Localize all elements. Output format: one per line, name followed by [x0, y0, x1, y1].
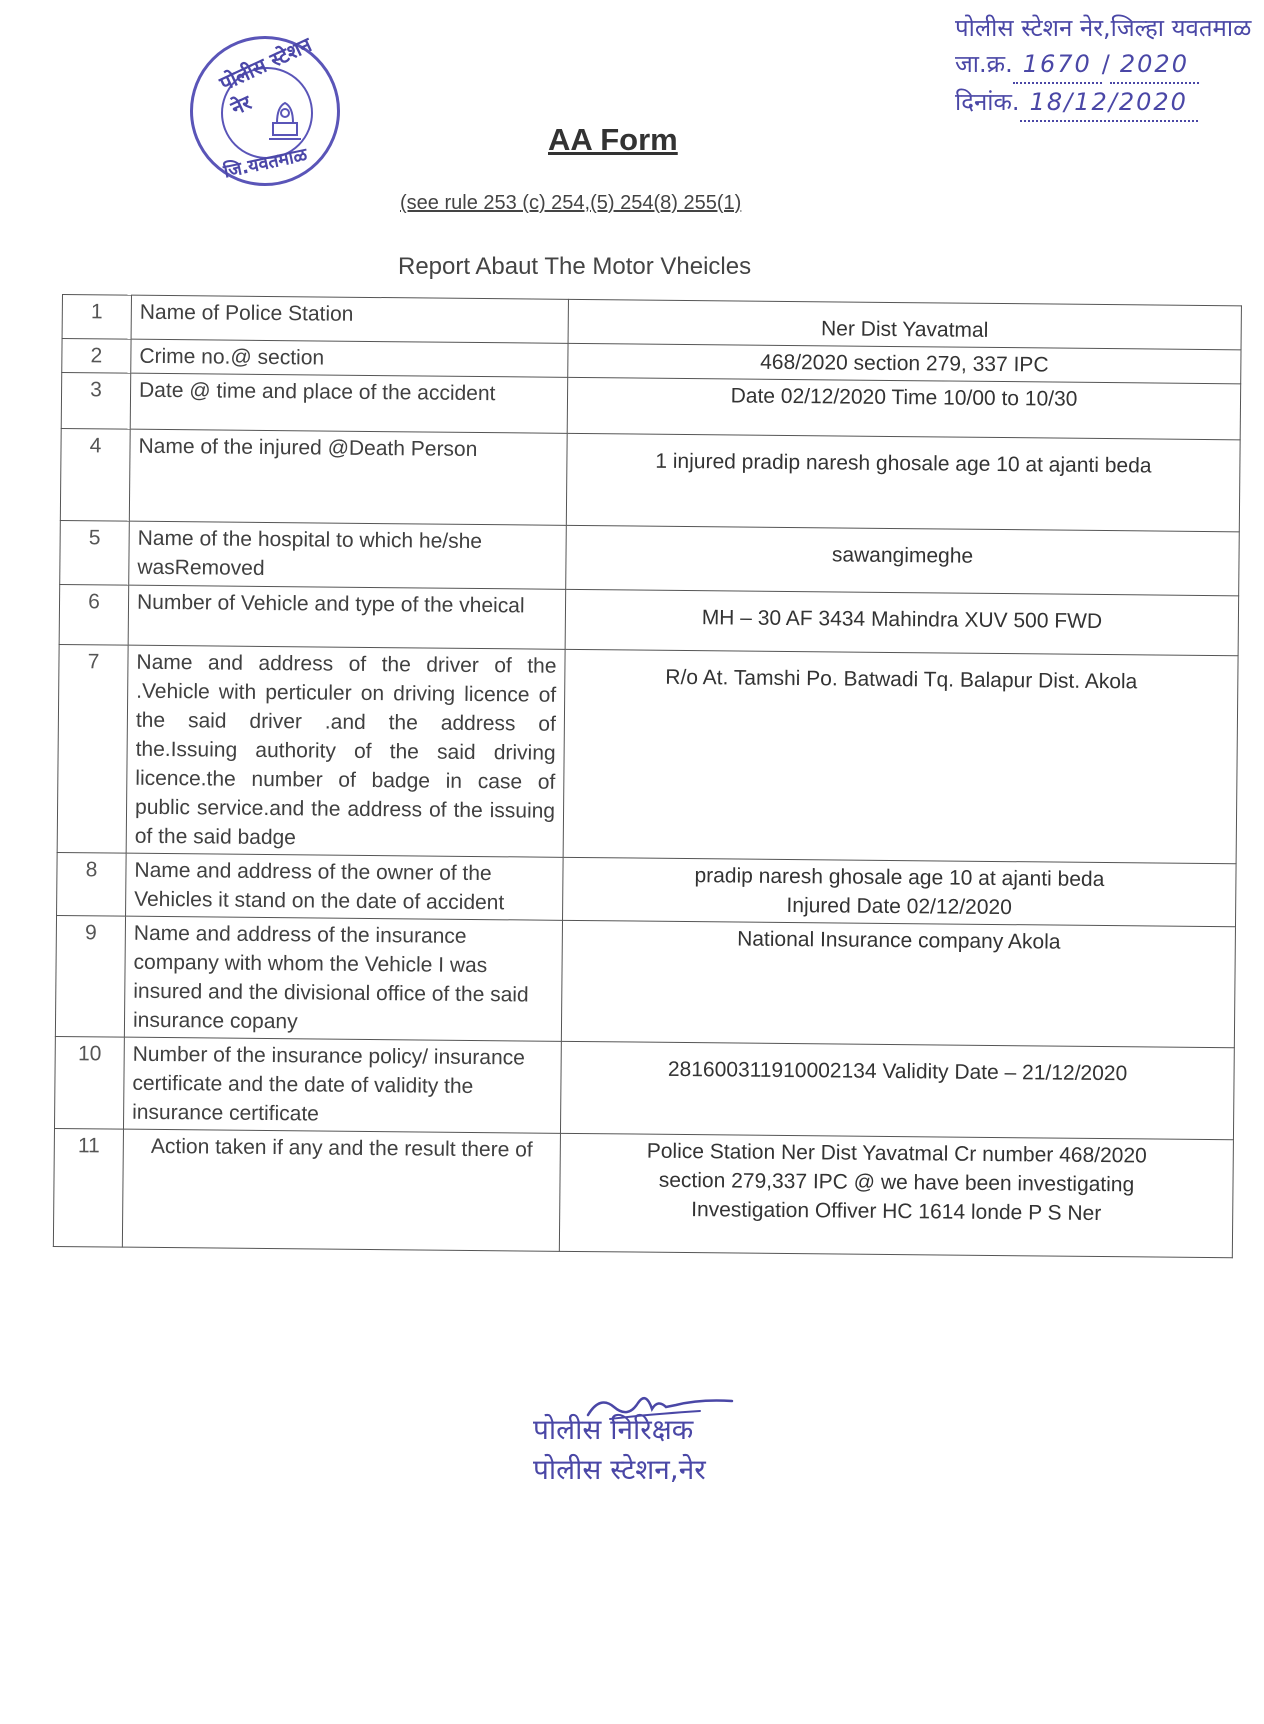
table-row: [53, 1128, 1233, 1257]
row-number: 3: [61, 373, 131, 430]
report-table: [53, 294, 1242, 1258]
row-label: Name of Police Station: [131, 295, 568, 343]
stamp-top-text: पोलीस स्टेशन नेर: [215, 32, 316, 121]
signatory-block: [533, 1410, 706, 1490]
outward-number-line: जा.क्र. 1670 / 2020: [955, 46, 1255, 84]
table-row: [59, 584, 1239, 655]
row-number: 11: [53, 1128, 123, 1247]
table-row: [60, 520, 1240, 595]
form-title: AA Form: [548, 122, 678, 157]
row-value: sawangimeghe: [566, 525, 1240, 595]
row-number: 6: [59, 584, 129, 645]
owner-name: pradip naresh ghosale age 10 at ajanti beda: [694, 864, 1105, 892]
signatory-designation: पोलीस निरिक्षक: [533, 1413, 694, 1446]
action-line-1: Police Station Ner Dist Yavatmal Cr number 468/2020: [646, 1139, 1147, 1168]
table-row: [54, 1036, 1234, 1139]
office-line: [955, 10, 1255, 46]
row-label: Name and address of the insurance company with whom the Vehicle I was insured and the divisional office of the said insurance copany: [124, 916, 562, 1041]
police-stamp: [190, 32, 340, 186]
row-number: 10: [54, 1036, 124, 1129]
row-value: [559, 1133, 1233, 1257]
report-subtitle: Report Abaut The Motor Vheicles: [398, 253, 752, 280]
outward-number: 1670: [1013, 46, 1102, 84]
row-value: Date 02/12/2020 Time 10/00 to 10/30: [567, 377, 1241, 439]
row-label: Name and address of the owner of the Vehicles it stand on the date of accident: [126, 853, 564, 920]
date-label: दिनांक.: [955, 88, 1020, 116]
action-line-3: Investigation Offiver HC 1614 londe P S Ner: [691, 1198, 1102, 1226]
rule-reference: (see rule 253 (c) 254,(5) 254(8) 255(1): [400, 192, 742, 214]
row-label: Action taken if any and the result there of: [122, 1129, 560, 1251]
row-label: Number of the insurance policy/ insurance certificate and the date of validity the insurance certificate: [123, 1037, 561, 1133]
outward-label: जा.क्र.: [955, 50, 1013, 78]
row-value: R/o At. Tamshi Po. Batwadi Tq. Balapur Dist. Akola: [563, 649, 1238, 863]
row-label: Number of Vehicle and type of the vheical: [128, 585, 566, 649]
row-label: Date @ time and place of the accident: [130, 373, 568, 433]
row-value: [563, 857, 1237, 926]
row-label: Name of the hospital to which he/she wasRemoved: [129, 521, 567, 589]
row-value: 281600311910002134 Validity Date – 21/12/2020: [560, 1041, 1234, 1139]
row-value: MH – 30 AF 3434 Mahindra XUV 500 FWD: [565, 589, 1239, 655]
date-value: 18/12/2020: [1020, 84, 1198, 122]
row-number: 4: [60, 428, 130, 521]
reference-block: [955, 10, 1255, 122]
stamp-bottom-text: जि.यवतमाळ: [221, 144, 310, 183]
table-row: [57, 852, 1237, 926]
row-number: 5: [60, 520, 130, 585]
row-number: 8: [57, 852, 127, 916]
row-number: 7: [57, 644, 128, 853]
table-row: [57, 644, 1238, 863]
row-number: 2: [62, 339, 131, 374]
table-row: [55, 915, 1235, 1047]
row-value: 1 injured pradip naresh ghosale age 10 at ajanti beda: [566, 433, 1240, 531]
signatory-station: पोलीस स्टेशन,नेर: [533, 1453, 706, 1486]
date-line: [955, 84, 1255, 122]
office-name: पोलीस स्टेशन नेर,जिल्हा यवतमाळ: [955, 14, 1252, 42]
row-value: 468/2020 section 279, 337 IPC: [568, 343, 1241, 383]
owner-injured-date: Injured Date 02/12/2020: [786, 893, 1012, 920]
row-number: 1: [62, 295, 131, 340]
table-row: [60, 428, 1240, 531]
row-value: Ner Dist Yavatmal: [568, 299, 1241, 349]
row-number: 9: [55, 915, 125, 1037]
row-value: National Insurance company Akola: [561, 920, 1235, 1047]
row-label: Name and address of the driver of the .Vehicle with perticuler on driving licence of the said driver .and the address of the.Issuing authority of the said driving licence.the number of badge in case of public service.and the address of the issuing of the said badge: [126, 645, 565, 857]
outward-year: 2020: [1110, 46, 1199, 84]
row-label: Name of the injured @Death Person: [129, 429, 567, 525]
action-line-2: section 279,337 IPC @ we have been investigating: [658, 1168, 1135, 1197]
row-label: Crime no.@ section: [131, 339, 568, 377]
